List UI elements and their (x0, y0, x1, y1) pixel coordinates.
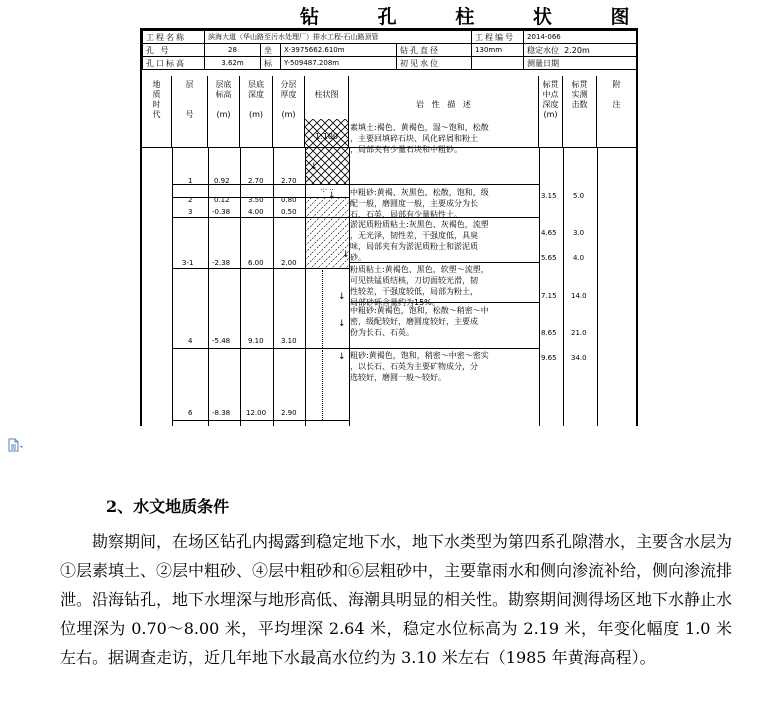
layer-elev: 0.12 (214, 196, 230, 204)
layer-thick: 0.50 (281, 208, 297, 216)
layer-thick: 3.10 (281, 337, 297, 345)
coord-label: 坐 (261, 44, 281, 57)
layer-no: 1 (188, 177, 193, 185)
layer-thick: 2.00 (281, 259, 297, 267)
layer-elev: 0.92 (214, 177, 230, 185)
project-no-label: 工程编号 (472, 31, 524, 44)
coord-y-value: Y-509487.208m (281, 57, 397, 70)
borehole-header-table (142, 30, 637, 70)
spt-blows: 3.0 (573, 229, 585, 237)
layer-elev: -2.38 (212, 259, 231, 267)
layer-depth: 12.00 (246, 409, 267, 417)
col-description: 岩 性 描 述 (349, 76, 539, 148)
survey-date-label: 测量日期 (527, 58, 560, 68)
layer-depth: 2.70 (248, 177, 264, 185)
layer-no: 2 (188, 196, 193, 204)
col-blows: 标贯 实测 击数 (563, 76, 597, 148)
layer-description: 粉质粘土:黄褐色、黑色，软塑～流塑， 可见铁锰质结核，刀切面较光滑，韧 性较差，干强度较低，局部为粉土， 局部砂砾含量约为15%。 (350, 265, 489, 307)
col-column-chart: 柱状图 (305, 76, 349, 148)
dotted-pattern-4 (322, 270, 327, 348)
hydrogeology-paragraph: 勘察期间，在场区钻孔内揭露到稳定地下水，地下水类型为第四系孔隙潜水，主要含水层为①层素填土、②层中粗砂、④层中粗砂和⑥层粗砂中，主要靠雨水和侧向渗流补给，侧向渗流排泄。沿海钻孔，地下水埋深与地形高低、海潮具明显的相关性。勘察期间测得场区地下水静止水位埋深为 0.70～8.00 米，平均埋深 2.64 米，稳定水位标高为 2.19 米，年变化幅度 1.0 米左右。据调查走访，近几年地下水最高水位约为 3.10 米左右（1985 年黄海高程）。 (60, 532, 733, 667)
layer-description: 素填土:褐色、黄褐色，湿～饱和，松散 ，主要回填碎石块、风化碎屑和粉土 ，局部夹有少量石块和中粗砂。 (350, 123, 489, 154)
layer-elev: -8.38 (212, 409, 231, 417)
sand-pattern-2: ·:· ·· (320, 186, 334, 194)
initial-water-value (472, 57, 524, 70)
project-no-value: 2014-066 (524, 31, 637, 44)
arrow-down-icon: ↓ (328, 191, 336, 201)
spt-blows: 34.0 (571, 354, 587, 362)
layer-depth: 9.10 (248, 337, 264, 345)
fill-crosshatch-pattern (305, 119, 349, 184)
layer-thick: 2.90 (281, 409, 297, 417)
spt-depth: 8.65 (541, 329, 557, 337)
col-remark: 附 注 (597, 76, 636, 148)
spt-depth: 7.15 (541, 292, 557, 300)
spt-depth: 9.65 (541, 354, 557, 362)
survey-date-cell (524, 57, 637, 70)
stable-water-value: 2.20m (564, 45, 590, 55)
layer-no: 3 (188, 208, 193, 216)
project-name-label: 工程名称 (143, 31, 205, 44)
layer-thick: 0.80 (281, 196, 297, 204)
layer-depth: 6.00 (248, 259, 264, 267)
layer-elev: -5.48 (212, 337, 231, 345)
initial-water-label: 初见水位 (397, 57, 472, 70)
spt-blows: 21.0 (571, 329, 587, 337)
arrow-down-icon: ↓ (338, 319, 346, 329)
coord-x-value: X-3975662.610m (281, 44, 397, 57)
hole-no-label: 孔 号 (143, 44, 205, 57)
project-name-value: 滨海大道（华山路至污水处理厂）排水工程-石山路顶管 (205, 31, 472, 44)
layer-thick: 2.70 (281, 177, 297, 185)
hole-no-value: 28 (205, 44, 261, 57)
col-sample-depth: 标贯 中点 深度 (m) (539, 76, 563, 148)
layer-description: 粗砂:黄褐色，饱和，稍密～中密～密实 ，以长石、石英为主要矿物成分，分 选较好，磨圆一般～较好。 (350, 351, 489, 382)
spt-depth: 4.65 (541, 229, 557, 237)
collar-elev-value: 3.62m (205, 57, 261, 70)
col-thick: 分层 厚度 (m) (273, 76, 305, 148)
stable-water-label: 稳定水位 (527, 45, 560, 55)
spt-depth: 5.65 (541, 254, 557, 262)
arrow-down-icon: ↓ (342, 250, 350, 260)
col-depth: 层底 深度 (m) (240, 76, 273, 148)
document-options-icon[interactable] (8, 438, 26, 454)
layer-depth: 3.50 (248, 196, 264, 204)
layer-description: 淤泥质粉质粘土:灰黑色、灰褐色，流塑 ，无光泽，韧性差，干强度低，具臭 味，局部夹有为淤泥质粉土和淤泥质 砂。 (350, 220, 489, 262)
layer-depth: 4.00 (248, 208, 264, 216)
spt-blows: 5.0 (573, 192, 585, 200)
col-layer: 层 号 (172, 76, 208, 148)
layer-description: 中粗砂:黄褐色，饱和，松散～稍密～中 密，级配较好，磨圆度较好，主要成 份为长石、石英。 (350, 306, 489, 337)
arrow-down-icon: ↓ (310, 162, 318, 172)
arrow-down-icon: ↓ (338, 292, 346, 302)
diameter-label: 钻孔直径 (397, 44, 472, 57)
dotted-pattern-6 (322, 350, 327, 420)
borehole-log-sheet (140, 28, 638, 426)
col-elev: 层底 标高 (m) (208, 76, 240, 148)
col-era: 地 质 时 代 (142, 76, 172, 148)
layer-no: 4 (188, 337, 193, 345)
coord-label-2: 标 (261, 57, 281, 70)
sheet-title: 钻 孔 柱 状 图 (300, 6, 656, 28)
spt-blows: 4.0 (573, 254, 585, 262)
diameter-value: 130mm (472, 44, 524, 57)
section-heading: 2、水文地质条件 (106, 497, 230, 516)
layer-description: 中粗砂:黄褐、灰黑色，松散，饱和，级 配一般，磨圆度一般，主要成分为长 石、石英，局部有少量粘性土。 (350, 188, 489, 219)
layer-no: 3-1 (182, 259, 194, 267)
layer-no: 6 (188, 409, 193, 417)
collar-elev-label: 孔口标高 (143, 57, 205, 70)
spt-depth: 3.15 (541, 192, 557, 200)
arrow-down-icon: ↓ (338, 352, 346, 362)
layer-elev: -0.38 (212, 208, 231, 216)
spt-blows: 14.0 (571, 292, 587, 300)
stable-water-cell (524, 44, 637, 57)
